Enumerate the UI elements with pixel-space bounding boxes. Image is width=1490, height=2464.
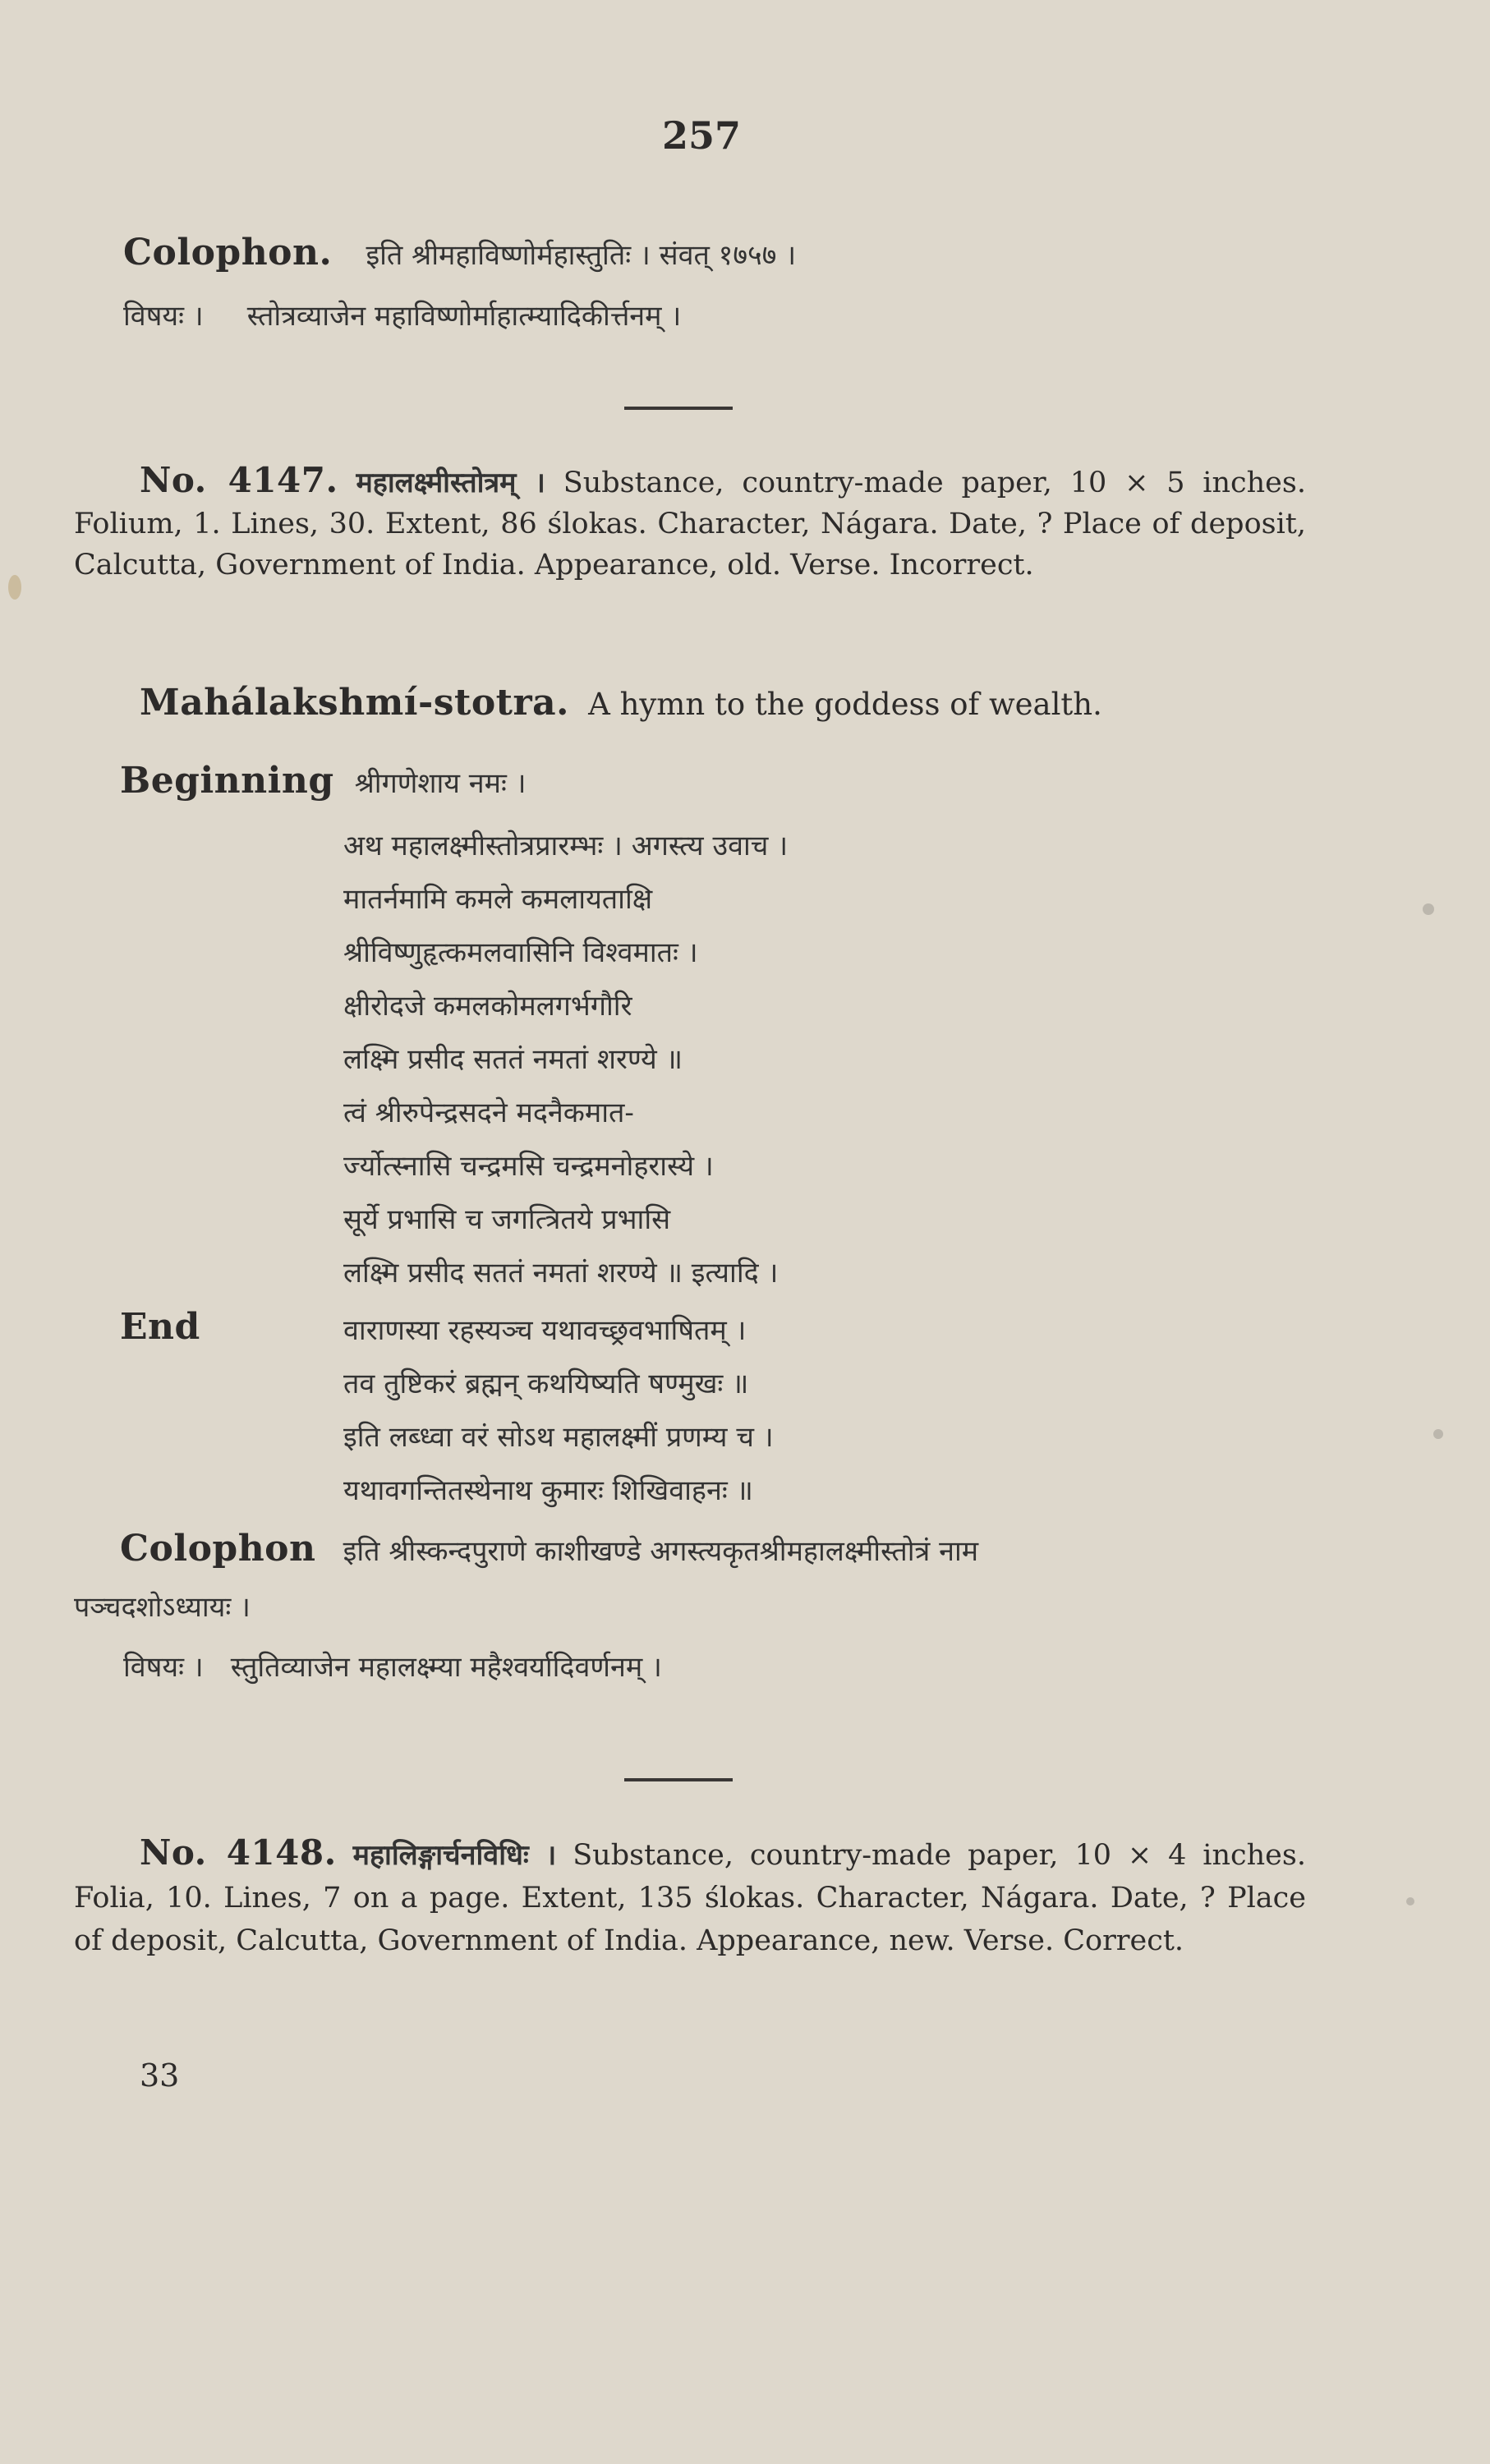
beginning-line: सूर्ये प्रभासि च जगत्त्रितये प्रभासि: [343, 1203, 671, 1236]
entry-4147-colophon: [120, 1528, 978, 1570]
entry-4148-title: महालिङ्गार्चनविधिः ।: [352, 1839, 557, 1872]
paper-speck: [1433, 1429, 1443, 1439]
end-line: वाराणस्या रहस्यञ्च यथावच्छ्रवभाषितम् ।: [343, 1314, 747, 1347]
beginning-line: त्वं श्रीरुपेन्द्रसदने मदनैकमात-: [343, 1096, 634, 1129]
section-divider: [624, 1778, 733, 1781]
beginning-label: Beginning: [120, 760, 334, 802]
section-divider: [624, 407, 733, 410]
paper-speck: [8, 575, 21, 600]
paper-speck: [1423, 903, 1434, 915]
end-line: तव तुष्टिकरं ब्रह्मन् कथयिष्यति षण्मुखः ॥: [343, 1368, 749, 1400]
subject-text: स्तोत्रव्याजेन महाविष्णोर्माहात्म्यादिकीर्त्तनम् ।: [246, 300, 682, 333]
signature-mark: 33: [140, 2057, 180, 2094]
entry-4148-description-block: [74, 1832, 1306, 1962]
entry-4147-number: No. 4147.: [140, 460, 338, 500]
colophon-label: Colophon: [120, 1528, 316, 1570]
entry-4148-number: No. 4148.: [140, 1832, 337, 1873]
subject-label: विषयः ।: [123, 1651, 204, 1684]
beginning-line: अथ महालक्ष्मीस्तोत्रप्रारम्भः । अगस्त्य उवाच ।: [343, 830, 789, 862]
page-number: 257: [662, 113, 742, 158]
beginning-line: क्षीरोदजे कमलकोमलगर्भगौरि: [343, 990, 632, 1023]
entry-4147-description: Substance, country-made paper, 10 × 5 inches. Folium, 1. Lines, 30. Extent, 86 ślokas. Character, Nágara. Date, ? Place of deposit, Calcutta, Government of India. Appearance, old. Verse. Incorrect.: [74, 467, 1306, 582]
beginning-heading: [120, 760, 527, 802]
subject-line: [123, 296, 681, 333]
beginning-line: लक्ष्मि प्रसीद सततं नमतां शरण्ये ॥: [343, 1043, 683, 1076]
entry-4147-subtitle: [140, 682, 1102, 724]
colophon-continuation: पञ्चदशोऽध्यायः ।: [74, 1591, 251, 1624]
colophon-block: [123, 232, 796, 274]
entry-4147-description-block: [74, 460, 1306, 586]
beginning-first-line: श्रीगणेशाय नमः ।: [354, 767, 527, 800]
paper-speck: [1406, 1897, 1414, 1905]
colophon-text: इति श्रीमहाविष्णोर्महास्तुतिः । संवत् १७५७ ।: [366, 239, 797, 272]
entry-4147-subject: [123, 1647, 662, 1685]
colophon-text: इति श्रीस्कन्दपुराणे काशीखण्डे अगस्त्यकृतश्रीमहालक्ष्मीस्तोत्रं नाम: [343, 1535, 979, 1568]
end-line: यथावगन्तितस्थेनाथ कुमारः शिखिवाहनः ॥: [343, 1474, 753, 1507]
subtitle-bold: Mahálakshmí-stotra.: [140, 682, 569, 724]
entry-4147-title: महालक्ष्मीस्तोत्रम् ।: [356, 467, 545, 499]
colophon-label: Colophon.: [123, 232, 333, 274]
subtitle-text: A hymn to the goddess of wealth.: [588, 687, 1102, 722]
subject-text: स्तुतिव्याजेन महालक्ष्म्या महैश्वर्यादिवर्णनम् ।: [230, 1651, 662, 1684]
beginning-line: लक्ष्मि प्रसीद सततं नमतां शरण्ये ॥ इत्यादि ।: [343, 1257, 779, 1289]
beginning-line: र्ज्योत्स्नासि चन्द्रमसि चन्द्रमनोहरास्ये ।: [343, 1150, 714, 1183]
end-line: इति लब्ध्वा वरं सोऽथ महालक्ष्मीं प्रणम्य च ।: [343, 1421, 774, 1454]
beginning-line: मातर्नमामि कमले कमलायताक्षि: [343, 883, 653, 916]
subject-label: विषयः ।: [123, 300, 204, 333]
entry-4148-description: Substance, country-made paper, 10 × 4 inches. Folia, 10. Lines, 7 on a page. Extent, 135 ślokas. Character, Nágara. Date, ? Place of deposit, Calcutta, Government of India. Appearance, new. Verse. Correct.: [74, 1839, 1306, 1957]
end-label: End: [120, 1306, 200, 1348]
beginning-line: श्रीविष्णुहृत्कमलवासिनि विश्वमातः ।: [343, 936, 698, 969]
